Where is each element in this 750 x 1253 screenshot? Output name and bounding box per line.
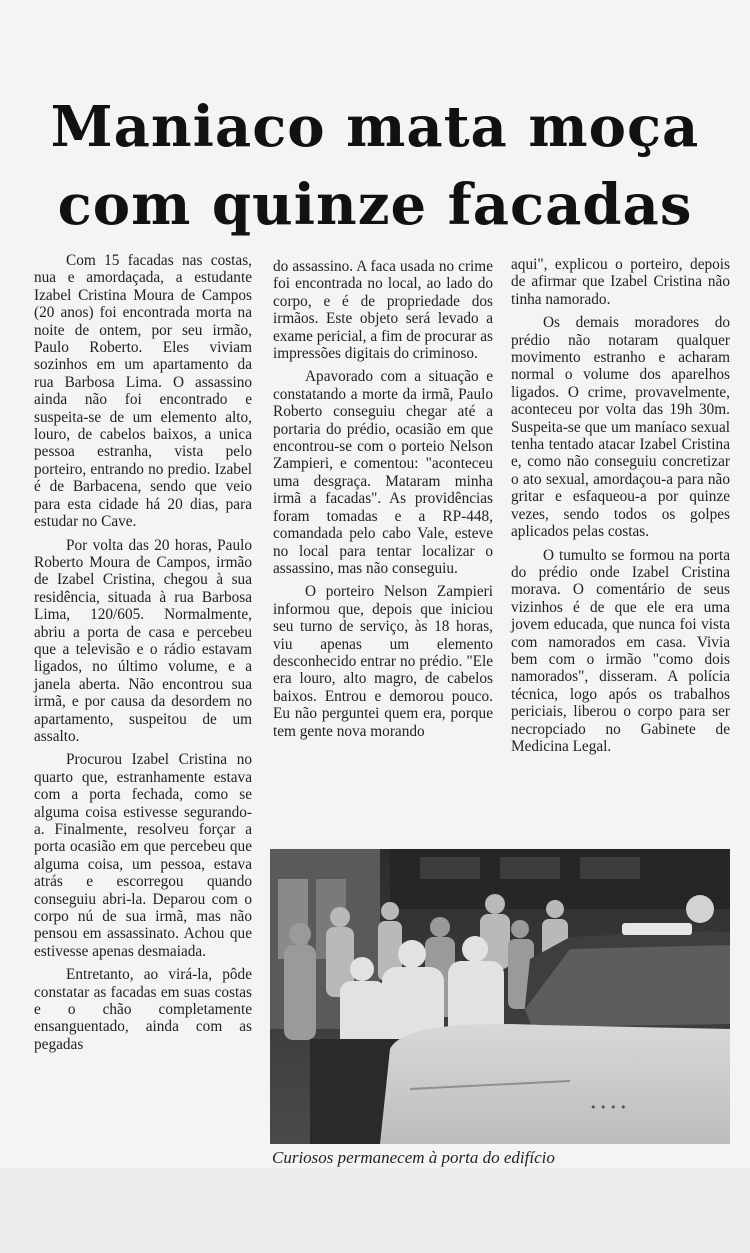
headline [20, 88, 730, 244]
headline-line-1: Maniaco mata moça [50, 94, 700, 160]
news-photo [270, 849, 730, 1144]
paragraph: Entretanto, ao virá-la, pôde constatar as facadas em suas costas e o chão completamente ensanguentado, ainda com as pegadas [34, 966, 252, 1053]
paragraph: O porteiro Nelson Zampieri informou que, depois que iniciou seu turno de serviço, às 18 horas, viu apenas um elemento desconhecido entrar no prédio. "Ele era louro, alto magro, de cabelos baixos. Entrou e demorou pouco. Eu não perguntei quem era, porque tem gente nova morando [273, 583, 493, 740]
paragraph: O tumulto se formou na porta do prédio onde Izabel Cristina morava. O comentário de seus vizinhos é de que ele era uma jovem educada, que nunca foi vista com namorados em casa. Vivia bem com o irmão "como dois namorados", disseram. A polícia técnica, logo após os trabalhos periciais, liberou o corpo para ser necropciado no Gabinete de Medicina Legal. [511, 546, 730, 755]
paragraph: aqui", explicou o porteiro, depois de afirmar que Izabel Cristina não tinha namorado. [511, 256, 730, 308]
article-column-2 [273, 258, 493, 746]
paragraph: do assassino. A faca usada no crime foi encontrada no local, ao lado do corpo, e é de propriedade dos irmãos. Este objeto será levado a exame pericial, a fim de procurar as impressões digitais do criminoso. [273, 258, 493, 363]
paragraph: Por volta das 20 horas, Paulo Roberto Moura de Campos, irmão de Izabel Cristina, chegou à sua residência, situada à rua Barbosa Lima, 120/605. Normalmente, abriu a porta de casa e percebeu que a televisão e o rádio estavam ligados, no último volume, e a janela aberta. Não encontrou sua irmã, e por causa da desordem no apartamento, suspeitou de um assalto. [34, 536, 252, 745]
headline-line-2: com quinze facadas [57, 172, 693, 238]
page-margin [0, 1168, 750, 1253]
paragraph: Com 15 facadas nas costas, nua e amordaçada, a estudante Izabel Cristina Moura de Campos (20 anos) foi encontrada morta na noite de ontem, por seu irmão, Paulo Roberto. Eles viviam sozinhos em um apartamento da rua Barbosa Lima. O assassino ainda não foi encontrado e suspeita-se de um elemento alto, louro, de cabelos baixos, a unica pessoa estranha, vista pelo porteiro, entrando no predio. Izabel é de Barbacena, sendo que veio para esta cidade há 20 dias, para estudar no Cave. [34, 252, 252, 531]
photo-caption: Curiosos permanecem à porta do edifício [272, 1148, 555, 1167]
paragraph: Os demais moradores do prédio não notaram qualquer movimento estranho e acharam normal o volume dos aparelhos ligados. O crime, provavelmente, aconteceu por volta das 19h 30m. Suspeita-se que um maníaco sexual tenha tentado atacar Izabel Cristina e, como não conseguiu concretizar o ato sexual, amordaçou-a para não gritar e esfaqueou-a por quinze vezes, sendo todos os golpes aplicados pelas costas. [511, 314, 730, 541]
article-column-3 [511, 256, 730, 761]
paragraph: Procurou Izabel Cristina no quarto que, estranhamente estava com a porta fechada, como se alguma coisa estivesse segurando-a. Finalmente, resolveu forçar a porta ocasião em que percebeu que alguma coisa, um pessoa, estava atrás e escorregou quando conseguiu abri-la. Deparou com o corpo nú de sua irmã, mas não pensou em assassinato. Achou que estivesse apenas desmaiada. [34, 751, 252, 960]
article-column-1 [34, 252, 252, 1059]
svg-text:• • • •: • • • • [590, 1101, 627, 1114]
paragraph: Apavorado com a situação e constatando a morte da irmã, Paulo Roberto conseguiu chegar até a portaria do prédio, ocasião em que encontrou-se com o porteio Nelson Zampieri, e comentou: "aconteceu uma desgraça. Mataram minha irmã a facadas". As providências foram tomadas e a RP-448, comandada pelo cabo Vale, esteve no local para tentar localizar o assassino, mas não conseguiu. [273, 368, 493, 577]
crowd-and-car-photo [270, 849, 730, 1144]
